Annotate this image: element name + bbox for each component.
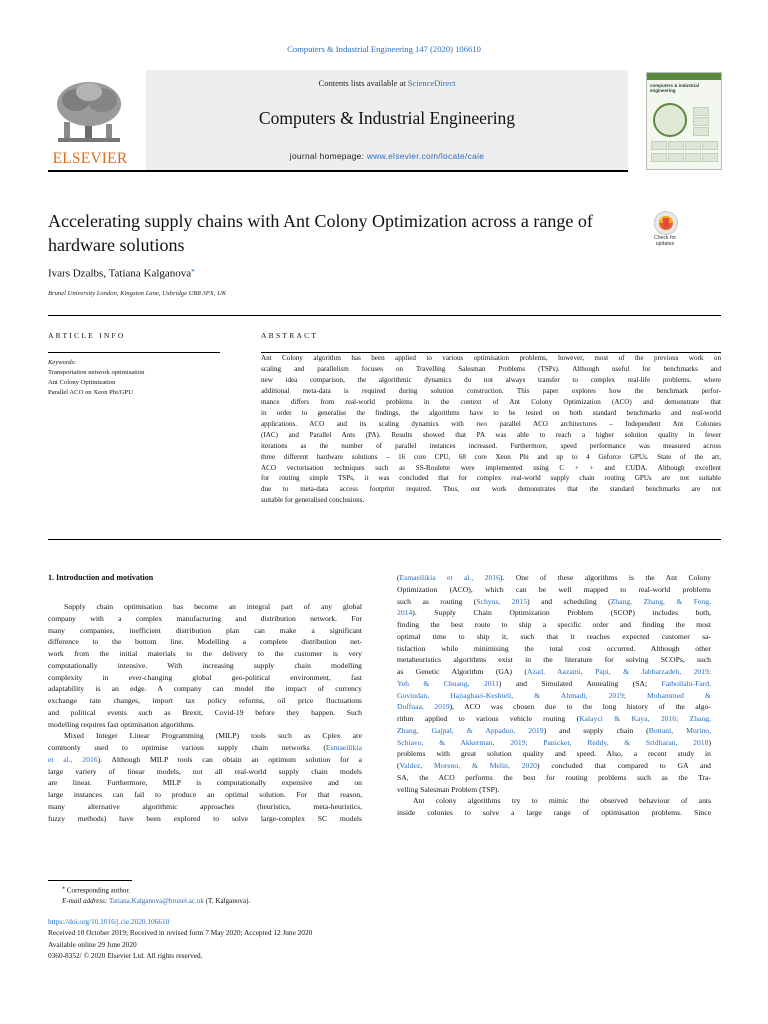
abstract-line: iterations as the number of parallel instances increased. Furthermore, speed performance was measured across [261, 441, 721, 450]
body-text: ). Although MILP tools can obtain an optimum solution for a [97, 754, 363, 764]
body-line [397, 737, 711, 749]
body-line: difference to the bottom line. Modelling a complete distribution net- [48, 637, 362, 647]
cover-cell [651, 153, 667, 162]
body-text: ) concluded that compared to GA and [537, 761, 711, 770]
body-line: finding the best route to ship a specific order and finding the most [397, 620, 711, 629]
body-line [397, 678, 711, 690]
corresponding-author-note [48, 883, 428, 896]
citation-link[interactable]: Zhang, Zhang, & Feng, [610, 596, 711, 606]
body-line: inside colonies to solve a large range of optimisation problems. Since [397, 808, 711, 817]
keyword-item: Ant Colony Optimization [48, 379, 116, 386]
author-list [48, 266, 195, 280]
email-link[interactable]: Tatiana.Kalganova@brunel.ac.uk [109, 897, 204, 906]
body-line: and political events such as Brexit, Covid-19 before they happen. Such [48, 707, 362, 717]
elsevier-wordmark: ELSEVIER [52, 150, 128, 167]
homepage-line [146, 151, 628, 161]
citation-link[interactable]: Esmaeilikia et al., 2016 [399, 573, 500, 582]
keyword-item: Transportation network optimisation [48, 369, 145, 376]
abstract-line: for routing simple TSPs, it was concluded that for complex real-world supply chain routing GPUs are not suitable [261, 474, 721, 483]
footnote-divider [48, 880, 132, 881]
body-line [397, 713, 711, 725]
body-text: as Genetic Algorithm (GA) ( [397, 667, 527, 676]
citation-link[interactable]: Kalayci & Kaya, 2016; Zhang, [579, 714, 711, 723]
article-title-line: Accelerating supply chains with Ant Colony Optimization across a range of [48, 211, 593, 231]
body-line: many alternative algorithmic approaches (heuristics, meta-heuristics, [48, 801, 362, 811]
keyword-item: Parallel ACO on Xeon Phi/GPU [48, 389, 133, 396]
abstract-body [261, 353, 721, 506]
footnote-text: Corresponding author. [64, 886, 131, 895]
cover-cell [693, 107, 709, 116]
journal-cover-thumbnail[interactable] [646, 72, 722, 170]
cover-cell [651, 141, 667, 150]
keywords-label: Keywords: [48, 359, 77, 366]
body-line: optimal time to ship it, such that it reaches expected customer sa- [397, 631, 711, 641]
online-date: Available online 29 June 2020 [48, 939, 137, 949]
email-label: E-mail address: [62, 897, 110, 906]
cover-emblem-icon [653, 103, 687, 137]
body-line [397, 701, 711, 713]
elsevier-logo [48, 74, 132, 170]
body-text: commonly used to optimise various supply chain networks ( [48, 743, 326, 752]
body-text: ). One of these algorithms is the Ant Colony [499, 573, 711, 582]
body-text: ) and scheduling ( [527, 596, 611, 606]
crossmark-label [645, 235, 685, 247]
citation-link[interactable]: Govindan, Hajiaghaei-Keshteli, & Ahmadi, 2019; Mohammed & [397, 690, 711, 700]
citation-link[interactable]: Azad, Aazami, Papi, & Jabbarzadeh, 2019; [526, 667, 711, 676]
abstract-heading: ABSTRACT [261, 331, 319, 340]
body-line [397, 666, 711, 678]
citation-link[interactable]: Valdez, Moreno, & Melin, 2020 [399, 761, 537, 770]
body-text: ). Supply Chain Optimization Problem (SCOP) includes both, [412, 608, 711, 618]
citation-link[interactable]: Duffuaa, 2019 [397, 702, 450, 712]
citation-link[interactable]: Schiavo, & Akkerman, 2019; Panicker, Reddy, & Sridharan, 2018 [397, 737, 709, 747]
article-info-heading: ARTICLE INFO [48, 331, 126, 340]
masthead-rule [48, 170, 628, 172]
keywords-block [48, 358, 220, 398]
abstract-line: new idea comparison, the algorithmic dynamics do not always transfer to complex real-life problems, where [261, 375, 721, 384]
body-line: computationally intensive. With increasing supply chain modelling [48, 660, 362, 670]
email-suffix: (T. Kalganova). [203, 897, 251, 906]
abstract-line: ACO vectorisation techniques such as SS-Roulette were implemented using C + + and CUDA. Although excellent [261, 463, 721, 472]
citation-link[interactable]: et al., 2016 [48, 754, 98, 764]
body-text: such as routing ( [397, 596, 477, 606]
body-line: large instances can fail to produce an optimal solution. For that reason, [48, 790, 362, 799]
cover-cell [693, 117, 709, 126]
abstract-line: scaling and parallelism focuses on Travelling Salesman Problems (TSPs). Although useful for benchmarks and [261, 364, 721, 373]
cover-cell [693, 127, 709, 136]
body-line: modelling requires fast optimisation algorithms. [48, 719, 196, 729]
body-text: ( [397, 573, 400, 582]
publication-info [48, 916, 468, 962]
abstract-line: suitable for generalised conclusions. [261, 496, 365, 505]
body-text: ( [397, 761, 400, 770]
body-line: adaptability is an edge. A company can model the impact of currency [48, 684, 362, 694]
body-line [397, 725, 711, 737]
affiliation: Brunel University London, Kingston Lane, Uxbridge UB8 3PX, UK [48, 290, 227, 297]
cover-cell [702, 153, 718, 162]
body-line: work from the initial materials to the delivery to the customer is very [48, 649, 362, 658]
citation-link[interactable]: Zhang, Gajpal, & Appadoo, 2019 [397, 725, 544, 735]
citation-link[interactable]: Esmaeilikia [325, 743, 362, 752]
divider [48, 315, 721, 316]
body-line: problems with great solution quality and speed. Also, a recent study in [397, 749, 711, 759]
body-line: Optimization (ACO), which can be well mapped to real-world problems [397, 584, 711, 594]
citation-link[interactable]: 2014 [397, 608, 413, 618]
body-line [397, 760, 711, 772]
body-column-right [397, 572, 711, 819]
body-line: tisfaction while minimising the total cost occurred. Although other [397, 643, 711, 653]
body-line [397, 596, 711, 608]
cover-banner [647, 73, 721, 80]
doi-link[interactable]: https://doi.org/10.1016/j.cie.2020.106610 [48, 917, 170, 926]
homepage-prefix: journal homepage: [289, 151, 367, 161]
journal-title: Computers & Industrial Engineering [258, 108, 516, 128]
body-text: ) and Simulated Annealing (SA; [498, 678, 662, 688]
abstract-line: in order to generalise the findings, the algorithms have to be tested on both standard benchmarks and real-world [261, 408, 721, 417]
footnote-mark: ⁎ [62, 885, 65, 891]
body-line: are linear. Furthermore, MILP is computationally expensive and on [48, 778, 362, 788]
citation-link[interactable]: Fathollahi-Fard, [661, 678, 711, 688]
email-note [48, 896, 428, 907]
body-line [397, 607, 711, 619]
body-line: many companies, inefficient distribution plan can make a significant [48, 625, 362, 635]
cover-cell [685, 153, 701, 162]
body-line: large variety of linear models, not all real-world supply chain models [48, 766, 362, 776]
journal-citation-link[interactable]: Computers & Industrial Engineering 147 (2020) 106610 [287, 44, 481, 54]
article-history: Received 10 October 2019; Received in revised form 7 May 2020; Accepted 12 June 2020 [48, 928, 313, 938]
body-line [48, 754, 362, 766]
corresponding-author-mark[interactable]: ⁎ [191, 266, 195, 274]
contents-line [146, 78, 628, 88]
crossmark-icon [654, 211, 678, 235]
crossmark-label-line: Check for [653, 235, 677, 241]
abstract-line: (IAC) and Parallel Ants (PA). Results showed that PA was able to reach a higher solution quality in fewer [261, 430, 721, 439]
body-line: velling Salesman Problem (TSP). [397, 784, 500, 794]
body-line: fuzzy methods) have been explored to solve large-complex SC models [48, 813, 362, 823]
cover-cell [668, 141, 684, 150]
abstract-line: applications. ACO and its scaling dynamics with two parallel ACO architectures – Independent Ant Colonies [261, 419, 721, 428]
abstract-line: mance differs from real-world problems in the context of Ant Colony Optimization (ACO) and demonstrate that [261, 397, 721, 406]
elsevier-tree-icon [50, 78, 128, 148]
check-for-updates-button[interactable] [645, 211, 685, 257]
contents-prefix: Contents lists available at [318, 78, 408, 88]
body-line: complexity in ever-changing global geo-political environment, fast [48, 672, 362, 682]
body-text: ) [708, 737, 711, 747]
body-text: ), ACO was chosen due to the long history of the algo- [449, 702, 711, 712]
crossmark-label-line: updates [655, 241, 675, 247]
citation-link[interactable]: Schyns, 2015 [476, 596, 528, 606]
body-line: Ant colony algorithms try to mimic the observed behaviour of ants [413, 796, 711, 806]
body-line: metaheuristics algorithms exist in the literature for solving SCOPs, such [397, 655, 711, 665]
body-line: exchange rate changes, import tax policy reforms, oil price fluctuations [48, 696, 362, 705]
footnotes [48, 883, 428, 907]
cover-cell [685, 141, 701, 150]
cover-title: computers & industrial engineering [650, 83, 700, 93]
article-title-line: hardware solutions [48, 235, 185, 255]
body-text: ) and supply chain ( [543, 725, 649, 735]
abstract-line: three different hardware solutions – 16 core CPU, 68 core Xeon Phi and up to 4 Geforce GPUs. State of the art, [261, 452, 721, 461]
body-line: Supply chain optimisation has become an integral part of any global [64, 602, 362, 611]
journal-masthead [48, 70, 628, 172]
abstract-line: Ant Colony algorithm has been applied to various optimisation problems, however, most of the previous work on [261, 354, 721, 362]
cover-cell [668, 153, 684, 162]
abstract-line: additional meta-data is required during solution construction. This paper explores how the benchmark perfor- [261, 386, 721, 395]
cover-cell [702, 141, 718, 150]
divider [48, 539, 721, 540]
citation-link[interactable]: Bottani, Murino, [648, 725, 712, 735]
homepage-link[interactable]: www.elsevier.com/locate/caie [366, 151, 485, 161]
body-line: SA, the ACO performs the best for routing problems such as the Tra- [397, 772, 711, 782]
copyright: 0360-8352/ © 2020 Elsevier Ltd. All rights reserved. [48, 951, 203, 961]
section-heading: 1. Introduction and motivation [48, 573, 154, 582]
abstract-line: due to meta-data access footprint required. Thus, our work demonstrates that the standard benchmarks are not [261, 485, 721, 494]
body-line [48, 742, 362, 754]
body-text: rithm applied to various vehicle routing ( [397, 714, 580, 723]
divider [48, 352, 220, 353]
citation-link[interactable]: Yeh & Chuang, 2011 [397, 678, 499, 688]
article-title [48, 209, 638, 257]
sciencedirect-link[interactable]: ScienceDirect [407, 78, 456, 88]
journal-banner [146, 70, 628, 170]
body-line: Mixed Integer Linear Programming (MILP) tools such as Cplex are [64, 731, 362, 741]
author-names: Ivars Dzalbs, Tatiana Kalganova [48, 267, 192, 280]
body-line [397, 572, 711, 584]
body-column-left [48, 601, 362, 824]
body-line: company with a complex manufacturing and distribution network. For [48, 613, 362, 623]
